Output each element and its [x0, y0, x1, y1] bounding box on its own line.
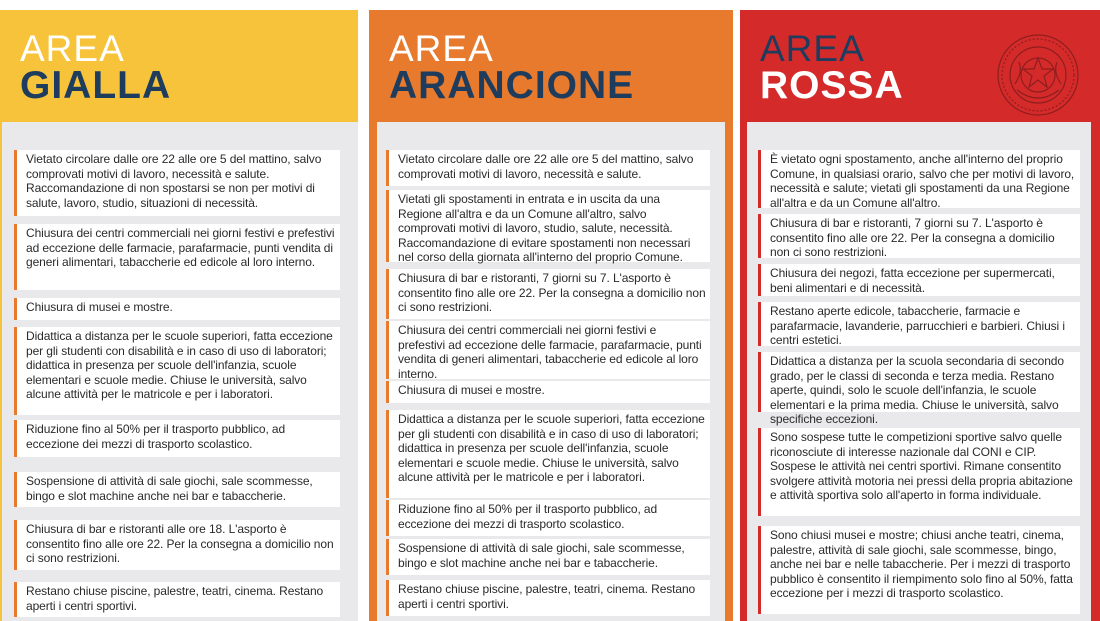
rule-item: Riduzione fino al 50% per il trasporto pubblico, ad eccezione dei mezzi di trasporto scolastico. — [386, 500, 710, 536]
rule-item: Chiusura di bar e ristoranti, 7 giorni su 7. L'asporto è consentito fino alle ore 22. Per la consegna a domicilio non ci sono restrizioni. — [386, 269, 710, 319]
rule-item: Chiusura di musei e mostre. — [14, 298, 340, 320]
title-zone-name: ROSSA — [760, 64, 904, 107]
rule-item: Chiusura dei negozi, fatta eccezione per supermercati, beni alimentari e di necessità. — [758, 264, 1080, 296]
rule-item: Chiusura dei centri commerciali nei giorni festivi e prefestivi ad eccezione delle farmacie, parafarmacie, punti vendita di generi alimentari, tabaccherie ed edicole al loro interno. — [386, 321, 710, 379]
rule-item: Vietato circolare dalle ore 22 alle ore 5 del mattino, salvo comprovati motivi di lavoro, necessità e salute. — [386, 150, 710, 186]
rule-item: Restano chiuse piscine, palestre, teatri, cinema. Restano aperti i centri sportivi. — [386, 580, 710, 616]
rule-item: Restano chiuse piscine, palestre, teatri, cinema. Restano aperti i centri sportivi. — [14, 582, 340, 617]
rule-item: Didattica a distanza per la scuola secondaria di secondo grado, per le classi di seconda e terza media. Restano aperte, quindi, solo le scuole dell'infanzia, le scuole elementari e la prima media. Chiuse le università, salvo specifiche eccezioni. — [758, 352, 1080, 412]
rule-item: Sono sospese tutte le competizioni sportive salvo quelle riconosciute di interesse nazionale dal CONI e CIP. Sospese le attività nei centri sportivi. Rimane consentito svolgere attività motoria nei pressi della propria abitazione e attività sportiva solo all'aperto in forma individuale. — [758, 428, 1080, 516]
panel-area-gialla — [0, 10, 358, 621]
panel-title — [760, 28, 904, 107]
rule-item: Chiusura di bar e ristoranti alle ore 18. L'asporto è consentito fino alle ore 22. Per la consegna a domicilio non ci sono restrizioni. — [14, 520, 340, 570]
rule-item: Chiusura dei centri commerciali nei giorni festivi e prefestivi ad eccezione delle farmacie, parafarmacie, punti vendita di generi alimentari, tabaccherie ed edicole al loro interno. — [14, 224, 340, 290]
rule-item: Didattica a distanza per le scuole superiori, fatta eccezione per gli studenti con disabilità e in caso di uso di laboratori; didattica in presenza per scuole dell'infanzia, scuole elementari e scuole medie. Chiuse le università, salvo alcune attività per le matricole e per i laboratori. — [386, 410, 710, 498]
rule-item: Chiusura di musei e mostre. — [386, 381, 710, 403]
title-area-label: AREA — [20, 28, 125, 69]
rule-item: Riduzione fino al 50% per il trasporto pubblico, ad eccezione dei mezzi di trasporto scolastico. — [14, 420, 340, 457]
rule-item: Sono chiusi musei e mostre; chiusi anche teatri, cinema, palestre, attività di sale giochi, sale scommesse, bingo, anche nei bar e nelle tabaccherie. Per i mezzi di trasporto pubblico è consentito il riempimento solo fino al 50%, fatta eccezione per i mezzi di trasporto scolastico. — [758, 526, 1080, 614]
rules-list — [2, 122, 358, 621]
rule-item: Didattica a distanza per le scuole superiori, fatta eccezione per gli studenti con disabilità e in caso di uso di laboratori; didattica in presenza per scuole dell'infanzia, scuole elementari e scuole medie. Chiuse le università, salvo alcune attività per le matricole e per i laboratori. — [14, 327, 340, 415]
rule-item: È vietato ogni spostamento, anche all'interno del proprio Comune, in qualsiasi orario, salvo che per motivi di lavoro, necessità e salute; vietati gli spostamenti da una Regione all'altra e da un Comune all'altro. — [758, 150, 1080, 208]
rule-item: Restano aperte edicole, tabaccherie, farmacie e parafarmacie, lavanderie, parrucchieri e barbieri. Chiusi i centri estetici. — [758, 302, 1080, 346]
rule-item: Vietati gli spostamenti in entrata e in uscita da una Regione all'altra e da un Comune all'altro, salvo comprovati motivi di lavoro, studio, salute, necessità. Raccomandazione di evitare spostamenti non necessari nel corso della giornata all'interno del proprio Comune. — [386, 190, 710, 262]
panel-title — [389, 28, 635, 107]
rule-item: Sospensione di attività di sale giochi, sale scommesse, bingo e slot machine anche nei bar e tabaccherie. — [386, 539, 710, 575]
title-zone-name: ARANCIONE — [389, 64, 635, 107]
repubblica-italiana-emblem-icon — [995, 32, 1081, 118]
rule-item: Vietato circolare dalle ore 22 alle ore 5 del mattino, salvo comprovati motivi di lavoro, necessità e salute. Raccomandazione di non spostarsi se non per motivi di salute, lavoro, studio, situazioni di necessità. — [14, 150, 340, 216]
rule-item: Chiusura di bar e ristoranti, 7 giorni su 7. L'asporto è consentito fino alle ore 22. Per la consegna a domicilio non ci sono restrizioni. — [758, 214, 1080, 258]
title-area-label: AREA — [389, 28, 494, 69]
rules-list — [747, 122, 1091, 621]
title-zone-name: GIALLA — [20, 64, 172, 107]
rule-item: Sospensione di attività di sale giochi, sale scommesse, bingo e slot machine anche nei bar e tabaccherie. — [14, 472, 340, 507]
panel-title — [20, 28, 172, 107]
title-area-label: AREA — [760, 28, 865, 69]
panel-area-rossa — [740, 10, 1100, 621]
rules-list — [377, 122, 725, 621]
panel-area-arancione — [369, 10, 733, 621]
